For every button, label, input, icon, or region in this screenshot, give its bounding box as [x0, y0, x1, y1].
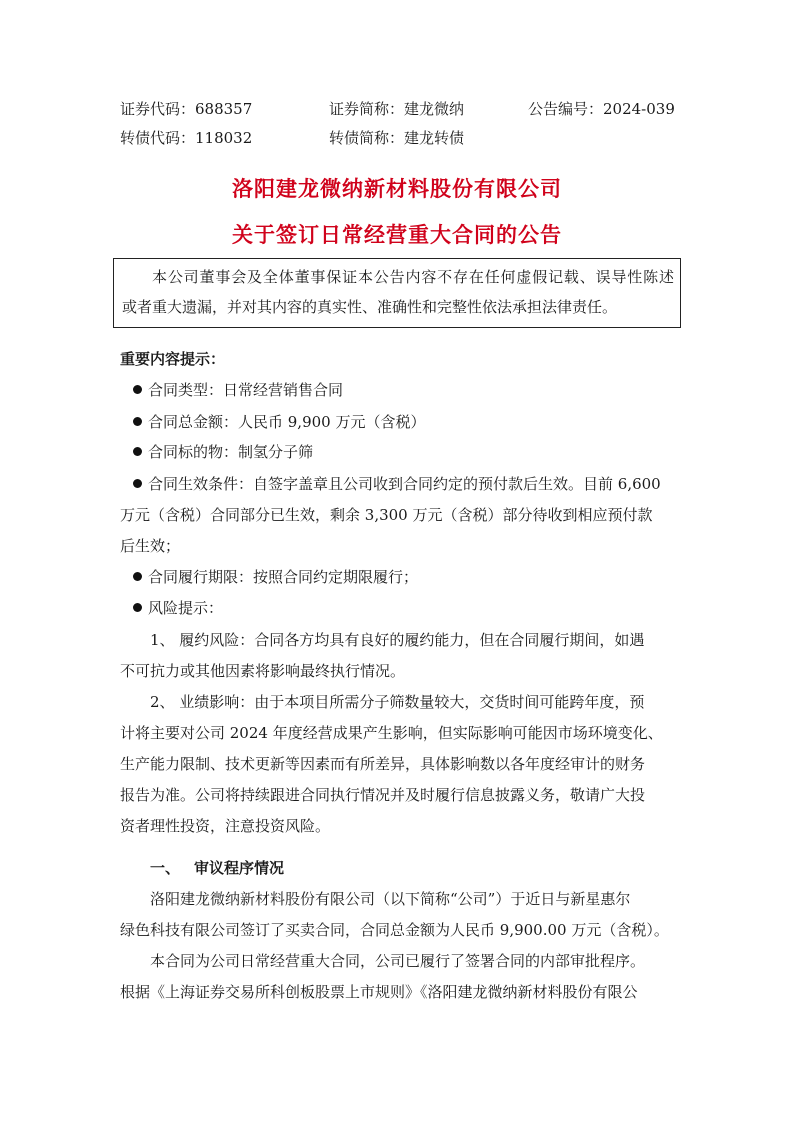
disclaimer-line-1: 本公司董事会及全体董事保证本公告内容不存在任何虚假记载、误导性陈述	[152, 268, 674, 286]
bond-code: 转债代码：118032	[120, 129, 253, 147]
risk-1-line: 不可抗力或其他因素将影响最终执行情况。	[120, 662, 406, 680]
risk-2-line: 资者理性投资，注意投资风险。	[120, 817, 331, 835]
notice-number: 公告编号：2024-039	[528, 100, 675, 118]
highlight-item: 合同生效条件：自签字盖章且公司收到合同约定的预付款后生效。目前 6,600	[133, 473, 661, 495]
highlight-item: 合同标的物：制氢分子筛	[133, 441, 313, 463]
section-1-title: 审议程序情况	[194, 859, 285, 877]
company-title: 洛阳建龙微纳新材料股份有限公司	[232, 177, 562, 201]
header-row-2	[120, 127, 680, 149]
highlight-item: 风险提示：	[133, 597, 223, 619]
bullet-icon	[133, 572, 142, 581]
disclaimer-box	[113, 258, 681, 328]
highlight-item: 合同履行期限：按照合同约定期限履行；	[133, 566, 418, 588]
highlight-item-continuation: 后生效；	[120, 537, 181, 555]
risk-2-line: 生产能力限制、技术更新等因素而有所差异，具体影响数以各年度经审计的财务	[120, 755, 646, 773]
section-1-para-line: 本合同为公司日常经营重大合同，公司已履行了签署合同的内部审批程序。	[150, 952, 646, 970]
risk-1-line: 1、 履约风险：合同各方均具有良好的履约能力，但在合同履行期间，如遇	[150, 631, 645, 649]
section-1-number: 一、	[150, 859, 181, 877]
bullet-icon	[133, 417, 142, 426]
risk-2-line: 2、 业绩影响：由于本项目所需分子筛数量较大，交货时间可能跨年度，预	[150, 693, 645, 711]
section-1-heading	[150, 857, 284, 878]
section-1-para-line: 根据《上海证券交易所科创板股票上市规则》《洛阳建龙微纳新材料股份有限公	[120, 983, 638, 1001]
section-1-para-line: 绿色科技有限公司签订了买卖合同，合同总金额为人民币 9,900.00 万元（含税）。	[120, 921, 669, 939]
highlight-item: 合同类型：日常经营销售合同	[133, 379, 343, 401]
bullet-icon	[133, 479, 142, 488]
bond-short-name: 转债简称：建龙转债	[329, 129, 465, 147]
disclaimer-line-2: 或者重大遗漏，并对其内容的真实性、准确性和完整性依法承担法律责任。	[122, 298, 618, 316]
stock-short-name: 证券简称：建龙微纳	[329, 100, 465, 118]
notice-title: 关于签订日常经营重大合同的公告	[232, 223, 562, 247]
bullet-icon	[133, 603, 142, 612]
risk-2-line: 报告为准。公司将持续跟进合同执行情况并及时履行信息披露义务，敬请广大投	[120, 786, 646, 804]
header-row-1	[120, 98, 680, 120]
section-1-para-line: 洛阳建龙微纳新材料股份有限公司（以下简称“公司”）于近日与新星惠尔	[150, 890, 631, 908]
highlight-item: 合同总金额：人民币 9,900 万元（含税）	[133, 411, 425, 433]
stock-code: 证券代码：688357	[120, 100, 253, 118]
risk-2-line: 计将主要对公司 2024 年度经营成果产生影响，但实际影响可能因市场环境变化、	[120, 724, 663, 742]
bullet-icon	[133, 447, 142, 456]
bullet-icon	[133, 385, 142, 394]
highlight-item-continuation: 万元（含税）合同部分已生效，剩余 3,300 万元（含税）部分待收到相应预付款	[120, 506, 653, 524]
highlights-label: 重要内容提示：	[120, 350, 226, 368]
